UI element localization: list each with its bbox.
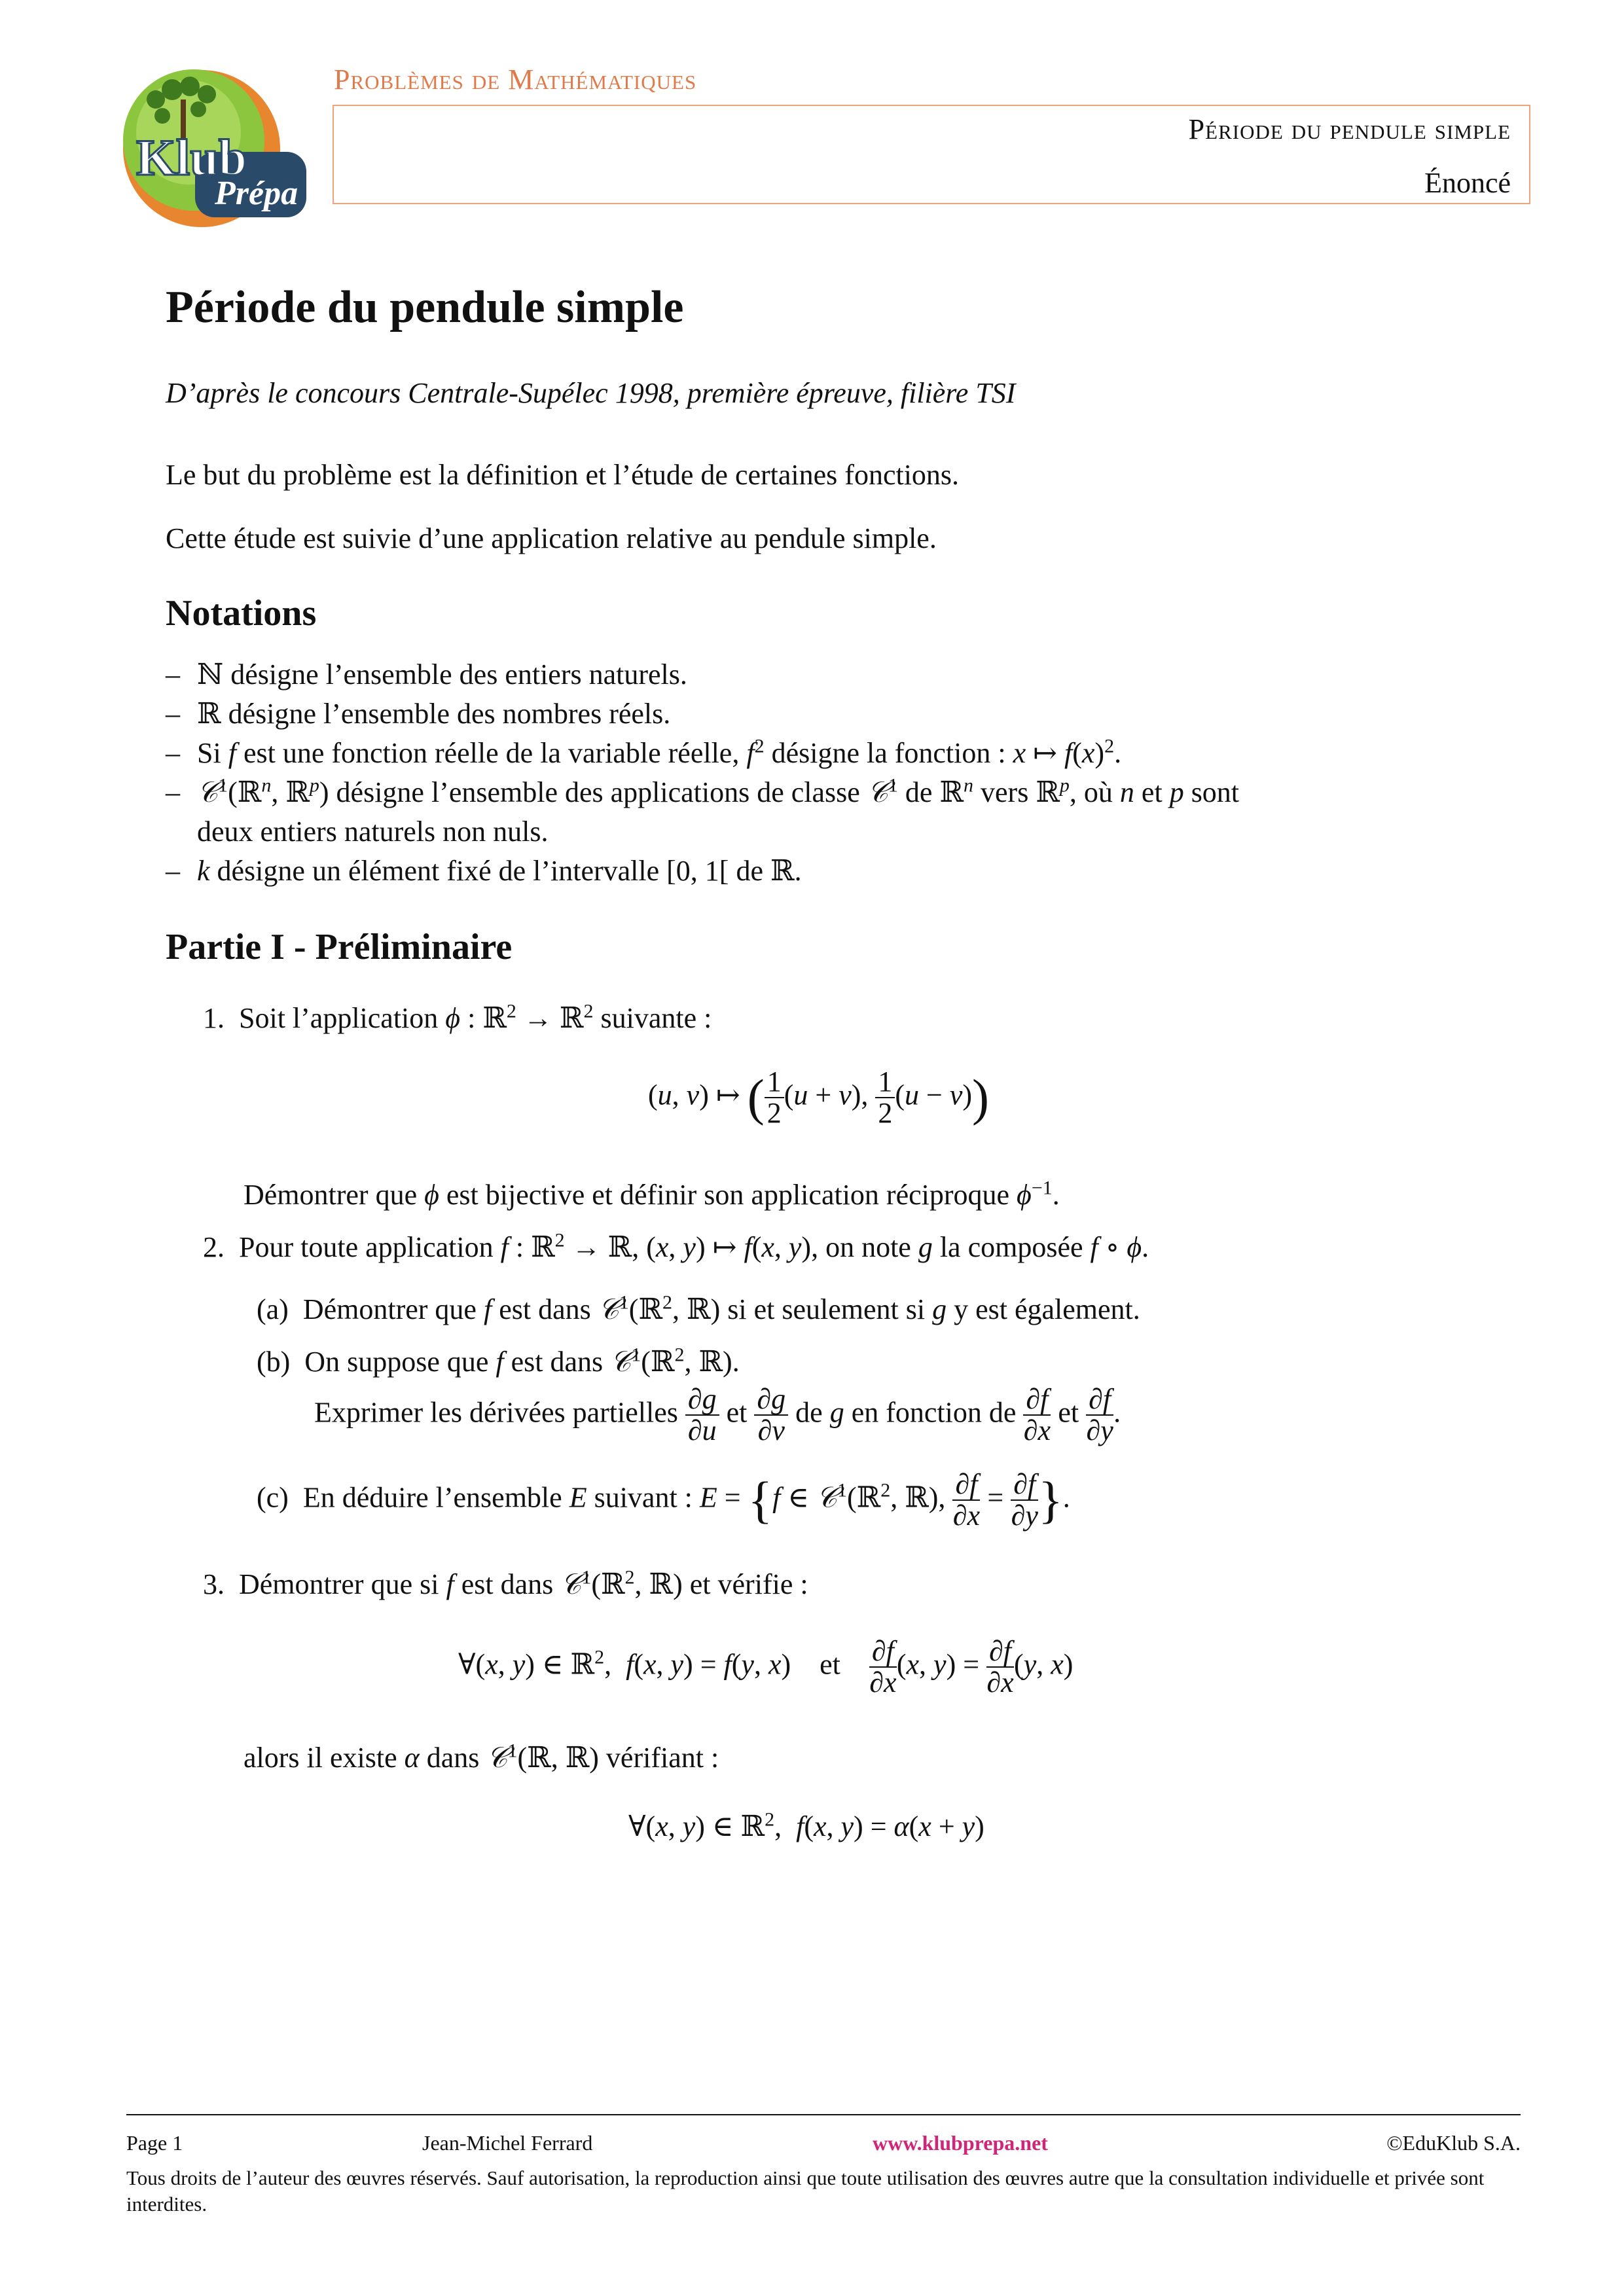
footer-page: Page 1: [126, 2131, 183, 2155]
footer-rule: [126, 2114, 1521, 2115]
question-3: 3. Démontrer que si f est dans 𝒞$^1$(ℝ$^2$, ℝ) et vérifie :: [203, 1566, 808, 1601]
page-title: Période du pendule simple: [166, 282, 684, 332]
notation-item: – ℕ désigne l’ensemble des entiers naturels.: [166, 658, 687, 691]
svg-text:Klub: Klub: [136, 129, 247, 186]
footer-copyright: ©EduKlub S.A.: [1386, 2131, 1521, 2155]
svg-text:Prépa: Prépa: [215, 175, 298, 212]
klubprepa-logo: [117, 60, 313, 227]
question-1-text: Démontrer que ϕ est bijective et définir son application réciproque $\phi^{-1}$.: [244, 1177, 1060, 1211]
notation-item: – ℝ désigne l’ensemble des nombres réels.: [166, 697, 671, 730]
notation-item-continued: deux entiers naturels non nuls.: [197, 816, 549, 848]
equation-symmetry: ∀(x, y) ∈ ℝ$^2$, f(x, y) = f(y, x) et $\frac{\partial f}{\partial x}$ (x, y) = $\frac{\partial f}{\partial x}$ (y, x): [458, 1635, 1074, 1699]
notations-heading: Notations: [166, 593, 317, 634]
document-kind: Énoncé: [1424, 167, 1511, 199]
partie1-heading: Partie I - Préliminaire: [166, 927, 513, 967]
notation-item: – k désigne un élément fixé de l’intervalle [0, 1[ de ℝ.: [166, 854, 802, 888]
footer-author: Jean-Michel Ferrard: [422, 2131, 593, 2155]
footer-url-link[interactable]: www.klubprepa.net: [873, 2131, 1048, 2155]
intro-paragraph-2: Cette étude est suivie d’une application relative au pendule simple.: [166, 522, 937, 554]
page-subtitle: D’après le concours Centrale-Supélec 1998, première épreuve, filière TSI: [166, 377, 1016, 409]
intro-paragraph-1: Le but du problème est la définition et l’étude de certaines fonctions.: [166, 459, 960, 491]
question-3-text: alors il existe α dans 𝒞$^1$(ℝ, ℝ) vérifiant :: [244, 1740, 719, 1774]
question-2b: (b) On suppose que f est dans 𝒞$^1$(ℝ$^2$, ℝ).: [257, 1344, 740, 1378]
notation-item: – 𝒞$^1$(ℝ$^n$, ℝ$^p$) désigne l’ensemble des applications de classe 𝒞$^1$ de ℝ$^n$ vers ℝ$^p$, où n et p sont: [166, 774, 1240, 809]
equation-phi: (u, v) ↦ ( $\frac{1}{2}$ (u + v), $\frac{1}{2}$ (u − v)): [648, 1066, 990, 1130]
notation-item: – Si f est une fonction réelle de la variable réelle, $f^2$ désigne la fonction : x ↦ $f(x)^2$.: [166, 735, 1122, 769]
header-box: [333, 105, 1530, 204]
question-2b-text: Exprimer les dérivées partielles $\frac{\partial g}{\partial u}$ et $\frac{\partial g}{\partial v}$ de g en fonction de $\frac{\partial f}{\partial x}$ et $\frac{\partial f}{\partial y}$ .: [314, 1383, 1121, 1447]
question-1: 1. Soit l’application ϕ : ℝ$^2$ → ℝ$^2$ suivante :: [203, 1000, 712, 1035]
question-2c: (c) En déduire l’ensemble E suivant : E = {f ∈ 𝒞$^1$(ℝ$^2$, ℝ), $\frac{\partial f}{\partial x}$ = $\frac{\partial f}{\partial y}$ }.: [257, 1468, 1070, 1532]
collection-title: Problèmes de Mathématiques: [334, 63, 697, 96]
question-2a: (a) Démontrer que f est dans 𝒞$^1$(ℝ$^2$, ℝ) si et seulement si g y est également.: [257, 1291, 1140, 1326]
document-title: Période du pendule simple: [1188, 113, 1511, 145]
question-2: 2. Pour toute application f : ℝ$^2$ → ℝ, (x, y) ↦ f(x, y), on note g la composée f ∘ ϕ.: [203, 1229, 1149, 1264]
equation-alpha: ∀(x, y) ∈ ℝ$^2$, f(x, y) = α(x + y): [628, 1808, 984, 1843]
footer-legal: Tous droits de l’auteur des œuvres réservés. Sauf autorisation, la reproduction ainsi que toute utilisation des œuvres autre que la consultation individuelle et privée sont interdites.: [126, 2166, 1485, 2215]
